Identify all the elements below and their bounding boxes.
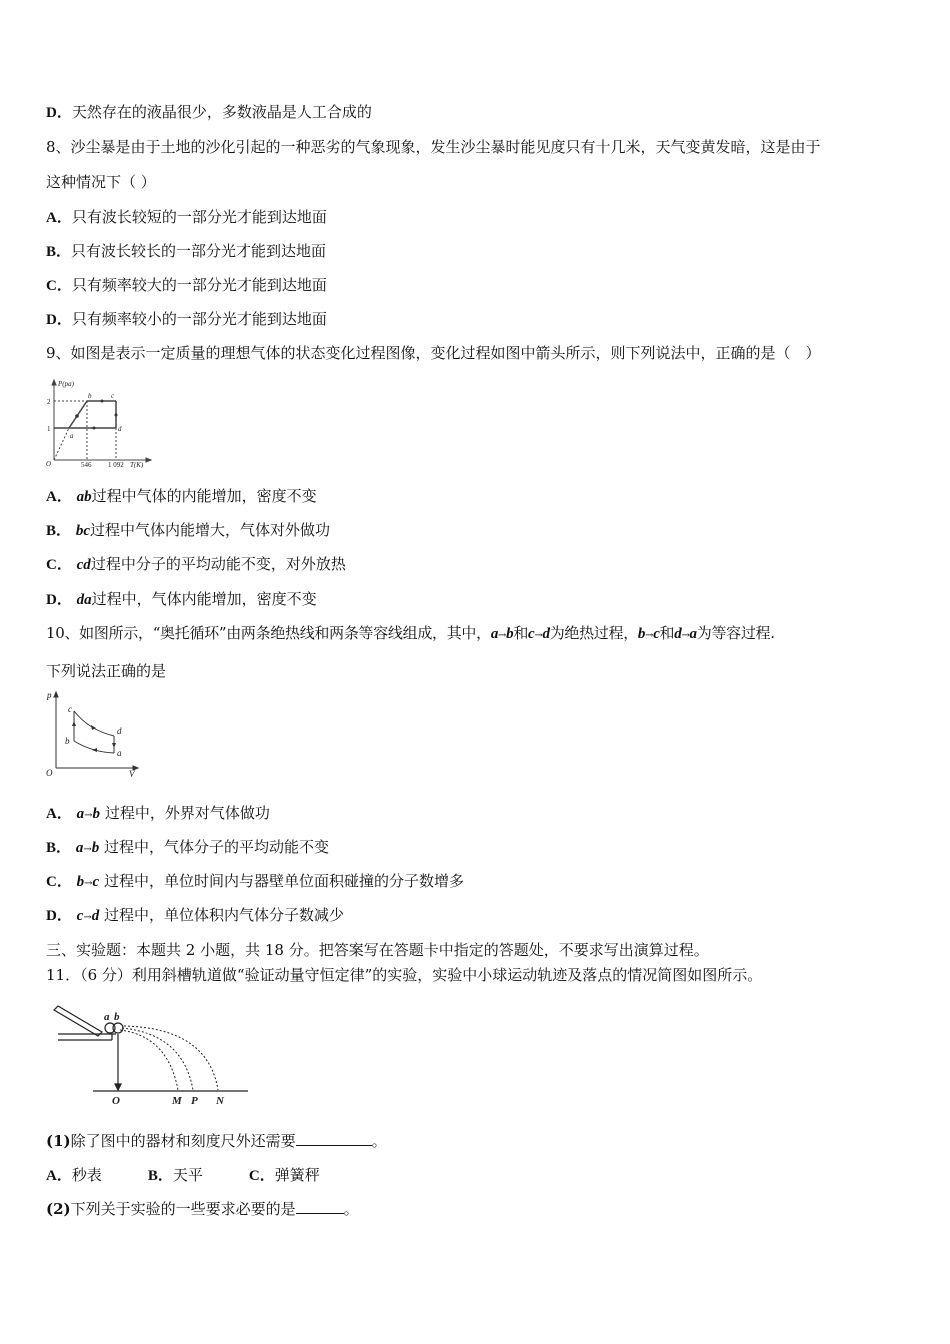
var: b: [92, 806, 101, 822]
option-text: 过程中，单位时间内与器壁单位面积碰撞的分子数增多: [103, 872, 464, 890]
svg-text:a: a: [117, 748, 122, 758]
option-dot: ．: [56, 278, 72, 294]
arrow-icon: →: [84, 878, 93, 889]
svg-text:c: c: [68, 704, 72, 714]
q10-stem-line2: 下列说法正确的是: [46, 662, 167, 680]
svg-text:N: N: [216, 1095, 224, 1107]
q9-pt-graph: [44, 378, 154, 468]
svg-text:a: a: [70, 432, 74, 440]
var: b: [91, 840, 100, 856]
q8-option-d: [46, 309, 327, 330]
arrow-icon: →: [498, 630, 507, 641]
option-dot: ．: [56, 874, 72, 890]
svg-text:2: 2: [47, 398, 51, 406]
svg-text:b: b: [88, 392, 92, 400]
process-var: da: [76, 592, 92, 608]
q11-sub1-options: [46, 1165, 320, 1186]
var: b: [637, 626, 646, 642]
option-dot: ．: [56, 523, 72, 539]
svg-text:V: V: [129, 769, 135, 778]
stem-text: 和: [659, 624, 675, 642]
option-text: 秒表: [71, 1166, 102, 1184]
option-dot: ．: [56, 312, 72, 328]
q10-stem-line1: [46, 623, 775, 646]
arrow-icon: →: [83, 844, 92, 855]
option-dot: ．: [56, 244, 72, 260]
chute-diagram: [48, 998, 258, 1108]
arrow-icon: →: [645, 630, 654, 641]
stem-text: 10、如图所示，“奥托循环”由两条绝热线和两条等容线组成，其中，: [46, 624, 491, 642]
var: a: [75, 840, 84, 856]
option-text: 只有波长较短的一部分光才能到达地面: [71, 208, 327, 226]
option-letter: A: [46, 1168, 57, 1184]
pv-diagram: [44, 688, 144, 778]
q9-stem: 9、如图是表示一定质量的理想气体的状态变化过程图像，变化过程如图中箭头所示，则下列说法中，正确的是（ ）: [46, 344, 821, 362]
option-letter: B: [147, 1168, 158, 1184]
q10-option-b: [46, 837, 329, 860]
var: d: [674, 626, 682, 642]
arrow-icon: →: [83, 912, 92, 923]
process-var: ab: [76, 489, 92, 505]
option-letter: D: [46, 908, 57, 924]
var: a: [689, 626, 697, 642]
svg-text:p: p: [47, 690, 52, 700]
sub-text: 下列关于实验的一些要求必要的是: [70, 1200, 296, 1218]
q11-apparatus-figure: [48, 998, 258, 1108]
svg-text:1 092: 1 092: [108, 461, 124, 468]
var: c: [76, 908, 84, 924]
option-letter: B: [46, 523, 57, 539]
var: c: [528, 626, 535, 642]
option-letter: A: [46, 489, 57, 505]
option-dot: ．: [56, 592, 72, 608]
var: c: [92, 874, 100, 890]
sub-end: 。: [371, 1132, 387, 1150]
process-var: bc: [75, 523, 90, 539]
option-letter: D: [46, 592, 57, 608]
stem-text: 和: [513, 624, 529, 642]
q9-option-c: [46, 554, 346, 575]
option-text: 只有频率较大的一部分光才能到达地面: [71, 276, 327, 294]
option-dot: ．: [56, 840, 72, 856]
option-letter: B: [46, 244, 57, 260]
option-text: 过程中，外界对气体做功: [104, 804, 270, 822]
option-text: 过程中，气体内能增加，密度不变: [91, 590, 317, 608]
option-dot: ．: [56, 806, 72, 822]
q9-option-a: [46, 486, 317, 507]
sub-label: (1): [46, 1132, 71, 1150]
option-dot: ．: [157, 1168, 173, 1184]
option-letter: A: [46, 806, 57, 822]
q10-option-d: [46, 905, 344, 928]
svg-text:a: a: [104, 1011, 110, 1023]
q8-option-a: [46, 207, 327, 228]
option-letter: C: [46, 278, 57, 294]
option-letter: C: [46, 557, 57, 573]
option-letter: C: [248, 1168, 260, 1184]
var: a: [490, 626, 499, 642]
svg-text:c: c: [111, 392, 115, 400]
q7-option-d: [46, 102, 372, 123]
option-text: 过程中，气体分子的平均动能不变: [103, 838, 329, 856]
q11-sub2: [46, 1199, 359, 1219]
q9-option-d: [46, 589, 317, 610]
q8-option-b: [46, 241, 326, 262]
option-dot: ．: [56, 210, 72, 226]
option-text: 过程中气体的内能增加，密度不变: [91, 487, 317, 505]
option-text: 弹簧秤: [274, 1166, 320, 1184]
section-heading: 三、实验题：本题共 2 小题，共 18 分。把答案写在答题卡中指定的答题处，不要求写出演算过程。: [46, 941, 709, 959]
q10-pv-graph: [44, 688, 144, 778]
svg-text:P: P: [191, 1095, 198, 1107]
option-text: 只有频率较小的一部分光才能到达地面: [71, 310, 327, 328]
svg-text:O: O: [46, 460, 52, 468]
svg-text:546: 546: [81, 461, 92, 468]
option-text: 天然存在的液晶很少，多数液晶是人工合成的: [71, 103, 372, 121]
var: a: [76, 806, 85, 822]
var: d: [542, 626, 550, 642]
option-text: 只有波长较长的一部分光才能到达地面: [71, 242, 327, 260]
option-letter: C: [46, 874, 57, 890]
option-text: 过程中气体内能增大，气体对外做功: [89, 521, 330, 539]
svg-text:b: b: [114, 1011, 120, 1023]
q8-stem-line2: 这种情况下（ ）: [46, 173, 156, 191]
option-letter: A: [46, 210, 57, 226]
option-dot: ．: [56, 908, 72, 924]
option-text: 天平: [172, 1166, 203, 1184]
arrow-icon: →: [681, 630, 690, 641]
q11-stem: 11．（6 分）利用斜槽轨道做“验证动量守恒定律”的实验，实验中小球运动轨迹及落点的情况简图如图所示。: [46, 966, 763, 984]
svg-text:b: b: [65, 736, 70, 746]
svg-text:d: d: [117, 726, 122, 736]
q8-stem-line1: 8、沙尘暴是由于土地的沙化引起的一种恶劣的气象现象，发生沙尘暴时能见度只有十几米，天气变黄发暗，这是由于: [46, 138, 821, 156]
var: c: [653, 626, 660, 642]
svg-text:M: M: [172, 1095, 182, 1107]
option-letter: B: [46, 840, 57, 856]
svg-text:1: 1: [47, 425, 51, 433]
sub-label: (2): [46, 1200, 71, 1218]
answer-blank[interactable]: [296, 1131, 372, 1146]
y-axis-label: P(pa): [58, 380, 74, 388]
answer-blank[interactable]: [296, 1199, 344, 1214]
option-dot: ．: [56, 105, 72, 121]
option-letter: D: [46, 105, 57, 121]
q10-option-a: [46, 803, 270, 826]
stem-text: 为绝热过程，: [549, 624, 638, 642]
svg-text:d: d: [118, 425, 122, 433]
arrow-icon: →: [534, 630, 543, 641]
process-var: cd: [76, 557, 91, 573]
q10-option-c: [46, 871, 464, 894]
stem-text: 为等容过程.: [696, 624, 775, 642]
svg-text:O: O: [46, 768, 53, 778]
option-letter: D: [46, 312, 57, 328]
option-dot: ．: [56, 489, 72, 505]
option-dot: ．: [259, 1168, 275, 1184]
var: d: [91, 908, 100, 924]
var: b: [506, 626, 514, 642]
arrow-icon: →: [84, 810, 93, 821]
var: b: [76, 874, 85, 890]
svg-text:T(K): T(K): [130, 461, 144, 468]
option-text: 过程中，单位体积内气体分子数减少: [103, 906, 344, 924]
q8-option-c: [46, 275, 327, 296]
option-dot: ．: [56, 557, 72, 573]
sub-end: 。: [343, 1200, 359, 1218]
option-dot: ．: [56, 1168, 72, 1184]
q11-sub1: [46, 1131, 387, 1151]
svg-text:O: O: [112, 1095, 120, 1107]
q9-option-b: [46, 520, 330, 541]
sub-text: 除了图中的器材和刻度尺外还需要: [70, 1132, 296, 1150]
pt-diagram: [44, 378, 154, 468]
option-text: 过程中分子的平均动能不变，对外放热: [90, 555, 346, 573]
